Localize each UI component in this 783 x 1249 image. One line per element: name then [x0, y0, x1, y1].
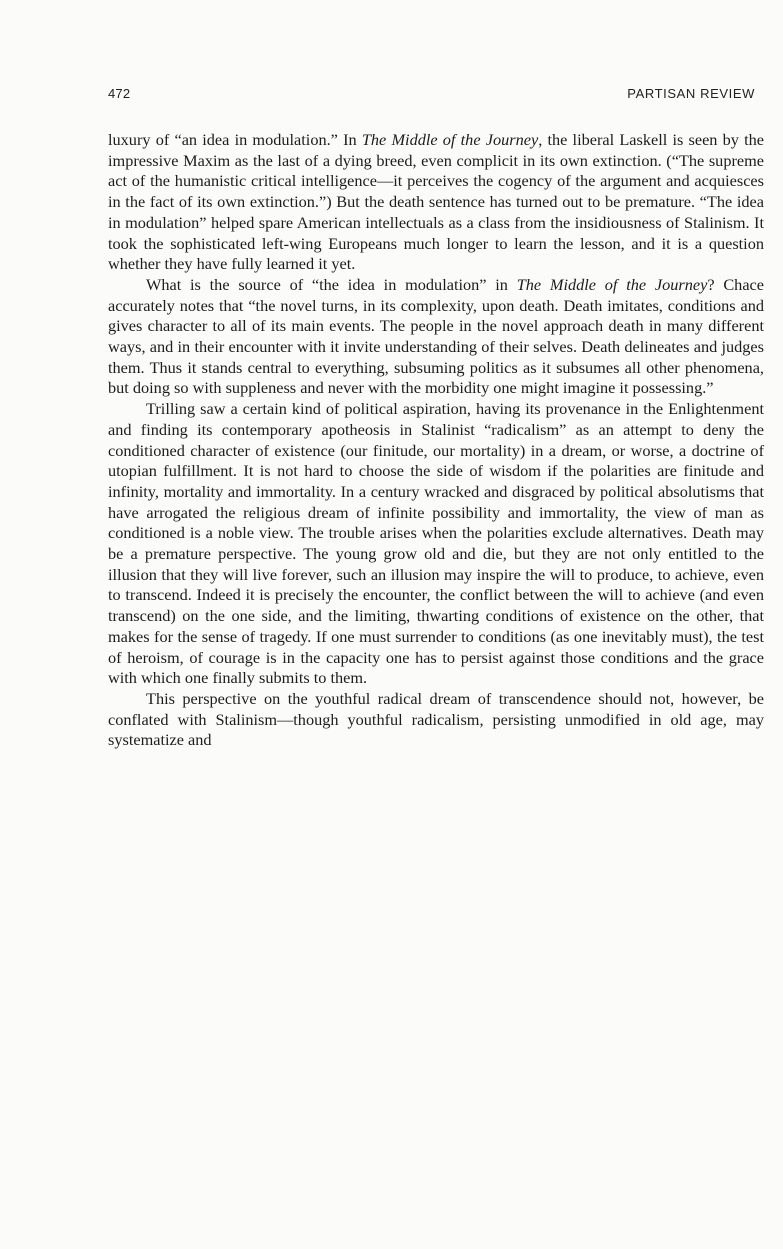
- page-number: 472: [108, 86, 131, 101]
- text-run: ? Chace accurately notes that “the novel turns, in its complexity, upon death. Death imitates, conditions and gives character to all of its main events. The people in the novel approach death in many different ways, and in their encounter with it invite understanding of their selves. Death delineates and judges them. Thus it stands central to everything, subsuming politics as it subsumes all other phenomena, but doing so with suppleness and never with the morbidity one might imagine it possessing.”: [108, 274, 765, 398]
- paragraph: [108, 275, 764, 399]
- text-run: What is the source of “the idea in modulation” in: [146, 274, 517, 294]
- body-text: [108, 130, 764, 751]
- text-run: Trilling saw a certain kind of political aspiration, having its provenance in the Enlightenment and finding its contemporary apotheosis in Stalinist “radicalism” as an attempt to deny the conditioned character of existence (our finitude, our mortality) in a dream, or worse, a doctrine of utopian fulfillment. It is not hard to choose the side of wisdom if the polarities are finitude and infinity, mortality and immortality. In a century wracked and disgraced by political absolutisms that have arrogated the religious dream of infinite possibility and immortality, the view of man as conditioned is a noble view. The trouble arises when the polarities exclude alternatives. Death may be a premature perspective. The young grow old and die, but they are not only entitled to the illusion that they will live forever, such an illusion may inspire the will to produce, to achieve, even to transcend. Indeed it is precisely the encounter, the conflict between the will to achieve (and even transcend) on the one side, and the limiting, thwarting conditions of existence on the other, that makes for the sense of tragedy. If one must surrender to conditions (as one inevitably must), the test of heroism, of courage is in the capacity one has to persist against those conditions and the grace with which one finally submits to them.: [108, 399, 764, 688]
- page-header: [108, 86, 755, 108]
- text-run: This perspective on the youthful radical dream of transcendence should not, however, be conflated with Stalinism—though youthful radicalism, persisting unmodified in old age, may systematize and: [108, 688, 764, 750]
- paragraph: [108, 399, 764, 689]
- running-head: PARTISAN REVIEW: [627, 86, 755, 101]
- paragraph: [108, 130, 764, 275]
- italic-title: The Middle of the Journey: [361, 130, 539, 149]
- text-run: , the liberal Laskell is seen by the impressive Maxim as the last of a dying breed, even complicit in its own extinction. (“The supreme act of the humanistic critical intelligence—it perceives the cogency of the argument and acquiesces in the fact of its own extinction.”) But the death sentence has turned out to be premature. “The idea in modulation” helped spare American intellectuals as a class from the insidiousness of Stalinism. It took the sophisticated left-wing Europeans much longer to learn the lesson, and it is a question whether they have fully learned it yet.: [108, 130, 765, 274]
- text-run: luxury of “an idea in modulation.” In: [108, 130, 362, 149]
- paragraph: [108, 689, 764, 751]
- italic-title: The Middle of the Journey: [516, 274, 708, 294]
